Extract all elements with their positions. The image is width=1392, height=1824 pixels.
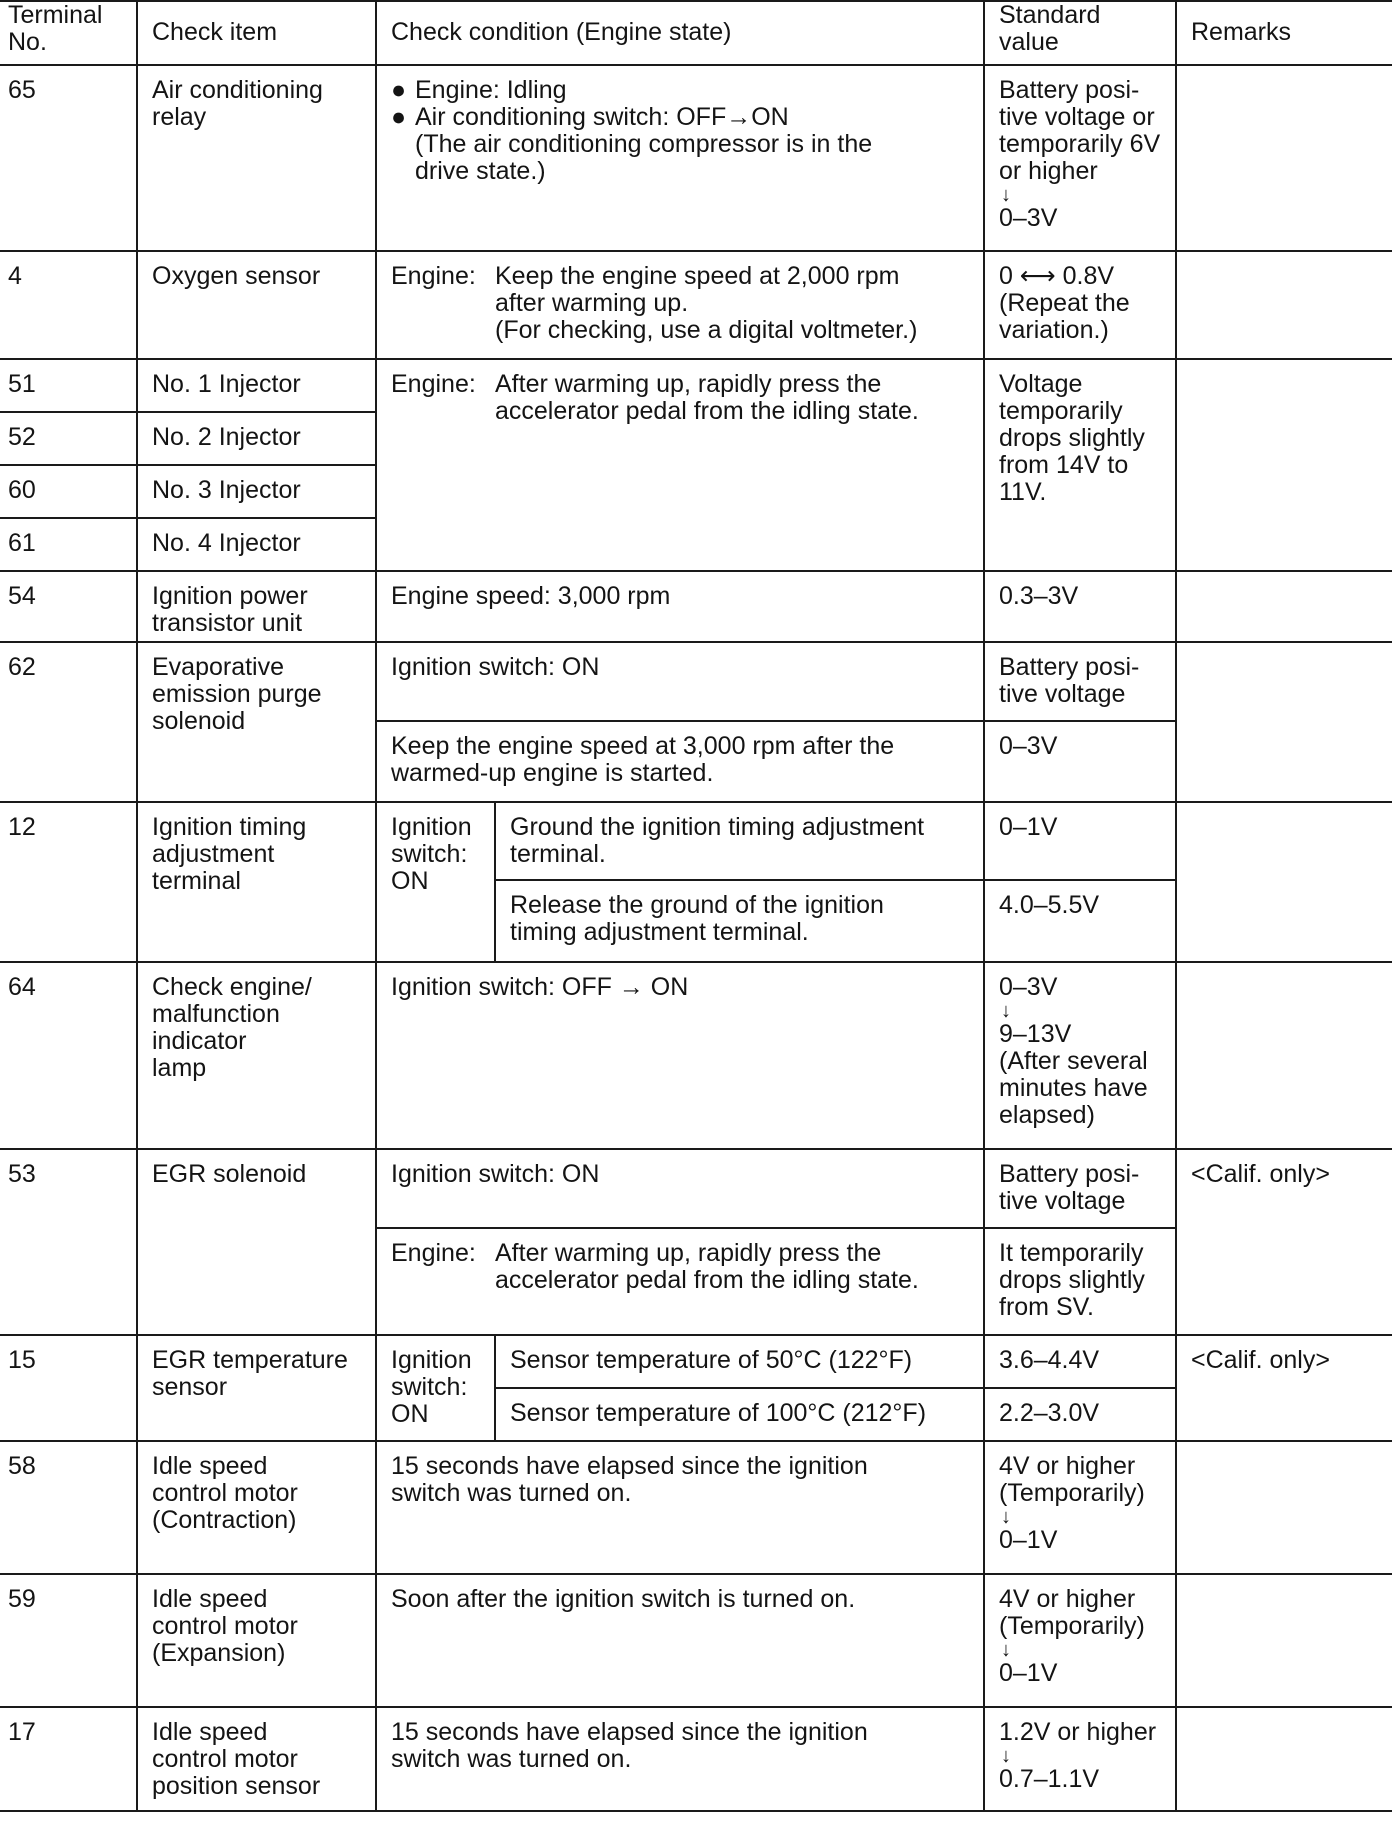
down-arrow-icon: ↓: [1001, 1506, 1011, 1528]
table-row: [0, 962, 1392, 1149]
standard-value: 0–1V: [984, 802, 1176, 880]
terminal-no: 60: [0, 465, 137, 518]
check-item: Idle speed control motor position sensor: [137, 1707, 376, 1811]
table-row: [0, 642, 1392, 721]
check-item: No. 2 Injector: [137, 412, 376, 465]
table-row: [0, 251, 1392, 359]
remarks: [1176, 65, 1392, 251]
check-condition: Keep the engine speed at 3,000 rpm after the warmed-up engine is started.: [376, 721, 984, 802]
standard-value: 4V or higher (Temporarily) ↓ 0–1V: [984, 1441, 1176, 1574]
check-condition: Engine: After warming up, rapidly press the accelerator pedal from the idling state.: [376, 359, 984, 571]
standard-value: 2.2–3.0V: [984, 1388, 1176, 1441]
standard-value: 0 ⟷ 0.8V (Repeat the variation.): [984, 251, 1176, 359]
check-item: Oxygen sensor: [137, 251, 376, 359]
terminal-no: 52: [0, 412, 137, 465]
table-row: [0, 571, 1392, 642]
check-condition: Release the ground of the ignition timing adjustment terminal.: [495, 880, 984, 962]
check-condition: Ignition switch: ON: [376, 642, 984, 721]
table-row: [0, 1441, 1392, 1574]
standard-value: Battery posi- tive voltage: [984, 642, 1176, 721]
terminal-no: 61: [0, 518, 137, 571]
check-item: Check engine/ malfunction indicator lamp: [137, 962, 376, 1149]
standard-value: Battery posi- tive voltage: [984, 1149, 1176, 1228]
bullet-icon: ●: [391, 103, 407, 131]
terminal-no: 17: [0, 1707, 137, 1811]
header-terminal-no: Terminal No.: [0, 1, 137, 65]
terminal-no: 54: [0, 571, 137, 642]
check-item: Ignition timing adjustment terminal: [137, 802, 376, 962]
standard-value: 0–3V: [984, 721, 1176, 802]
check-condition: Ground the ignition timing adjustment terminal.: [495, 802, 984, 880]
check-condition: 15 seconds have elapsed since the ignition switch was turned on.: [376, 1441, 984, 1574]
header-remarks: Remarks: [1176, 1, 1392, 65]
terminal-no: 65: [0, 65, 137, 251]
remarks: [1176, 962, 1392, 1149]
check-condition: Engine: Keep the engine speed at 2,000 rpm after warming up. (For checking, use a digital voltmeter.): [376, 251, 984, 359]
terminal-no: 64: [0, 962, 137, 1149]
header-check-condition: Check condition (Engine state): [376, 1, 984, 65]
header-standard-value: Standard value: [984, 1, 1176, 65]
terminal-no: 58: [0, 1441, 137, 1574]
check-condition: Soon after the ignition switch is turned on.: [376, 1574, 984, 1707]
terminal-no: 15: [0, 1335, 137, 1441]
header-row: [0, 1, 1392, 65]
bullet-icon: ●: [391, 76, 407, 104]
down-arrow-icon: ↓: [1001, 1745, 1011, 1767]
remarks: <Calif. only>: [1176, 1335, 1392, 1441]
standard-value: 3.6–4.4V: [984, 1335, 1176, 1388]
terminal-no: 59: [0, 1574, 137, 1707]
check-item: Ignition power transistor unit: [137, 571, 376, 642]
check-item: Air conditioning relay: [137, 65, 376, 251]
ignition-switch-condition: Ignition switch: ON: [376, 1335, 495, 1441]
check-item: No. 3 Injector: [137, 465, 376, 518]
standard-value: 1.2V or higher ↓ 0.7–1.1V: [984, 1707, 1176, 1811]
standard-value: 4V or higher (Temporarily) ↓ 0–1V: [984, 1574, 1176, 1707]
standard-value: Voltage temporarily drops slightly from 14V to 11V.: [984, 359, 1176, 571]
standard-value: 4.0–5.5V: [984, 880, 1176, 962]
check-condition: Engine: After warming up, rapidly press the accelerator pedal from the idling state.: [376, 1228, 984, 1335]
remarks: [1176, 1441, 1392, 1574]
remarks: [1176, 1574, 1392, 1707]
down-arrow-icon: ↓: [1001, 184, 1011, 206]
terminal-no: 4: [0, 251, 137, 359]
terminal-no: 51: [0, 359, 137, 412]
remarks: [1176, 359, 1392, 571]
terminal-no: 12: [0, 802, 137, 962]
check-item: Evaporative emission purge solenoid: [137, 642, 376, 802]
down-arrow-icon: ↓: [1001, 1639, 1011, 1661]
terminal-no: 53: [0, 1149, 137, 1335]
remarks: [1176, 802, 1392, 962]
check-condition: ● Engine: Idling ● Air conditioning switch: OFF→ON (The air conditioning compressor is in the drive state.): [376, 65, 984, 251]
remarks: <Calif. only>: [1176, 1149, 1392, 1335]
check-condition: Engine speed: 3,000 rpm: [376, 571, 984, 642]
table-row: [0, 1574, 1392, 1707]
standard-value: 0–3V ↓ 9–13V (After several minutes have elapsed): [984, 962, 1176, 1149]
check-item: Idle speed control motor (Contraction): [137, 1441, 376, 1574]
check-condition: Ignition switch: ON: [376, 1149, 984, 1228]
table-row: [0, 1707, 1392, 1811]
standard-value: 0.3–3V: [984, 571, 1176, 642]
check-item: EGR temperature sensor: [137, 1335, 376, 1441]
terminal-no: 62: [0, 642, 137, 802]
check-condition: 15 seconds have elapsed since the ignition switch was turned on.: [376, 1707, 984, 1811]
ignition-switch-condition: Ignition switch: ON: [376, 802, 495, 962]
remarks: [1176, 571, 1392, 642]
remarks: [1176, 642, 1392, 802]
table-row: [0, 65, 1392, 251]
check-item: EGR solenoid: [137, 1149, 376, 1335]
check-item: No. 1 Injector: [137, 359, 376, 412]
standard-value: It temporarily drops slightly from SV.: [984, 1228, 1176, 1335]
remarks: [1176, 251, 1392, 359]
header-check-item: Check item: [137, 1, 376, 65]
table-row: [0, 359, 1392, 412]
table-row: [0, 1149, 1392, 1228]
remarks: [1176, 1707, 1392, 1811]
check-condition: Ignition switch: OFF → ON: [376, 962, 984, 1149]
check-item: No. 4 Injector: [137, 518, 376, 571]
check-item: Idle speed control motor (Expansion): [137, 1574, 376, 1707]
standard-value: Battery posi- tive voltage or temporarily 6V or higher ↓ 0–3V: [984, 65, 1176, 251]
table-row: [0, 802, 1392, 880]
check-condition: Sensor temperature of 50°C (122°F): [495, 1335, 984, 1388]
down-arrow-icon: ↓: [1001, 1000, 1011, 1022]
check-condition: Sensor temperature of 100°C (212°F): [495, 1388, 984, 1441]
table-row: [0, 1335, 1392, 1388]
